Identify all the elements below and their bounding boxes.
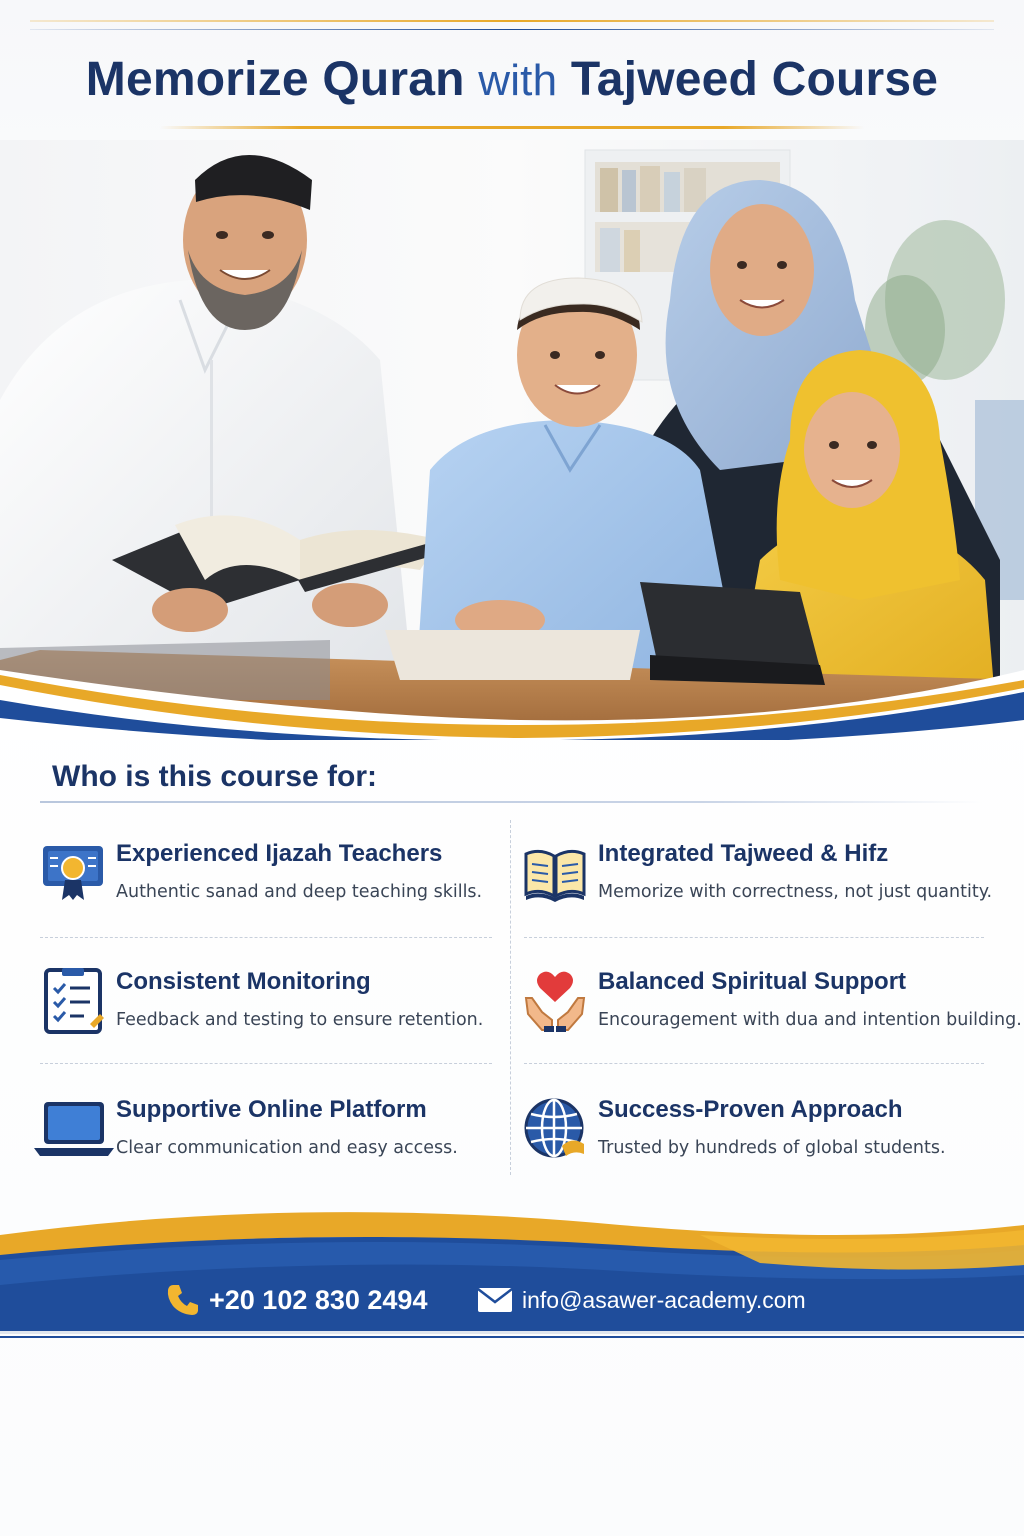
checklist-clipboard-icon [40, 968, 106, 1034]
laptop-icon [34, 1096, 100, 1162]
heart-hands-icon [522, 968, 588, 1034]
contact-phone[interactable] [165, 1280, 427, 1320]
title-part-2: Tajweed Course [570, 53, 939, 106]
section-rule [40, 801, 984, 803]
feature-item [522, 968, 1022, 1068]
feature-item [522, 1096, 992, 1196]
globe-icon [522, 1096, 588, 1162]
phone-number: +20 102 830 2494 [209, 1284, 428, 1315]
feature-item [40, 968, 510, 1068]
feature-title: Supportive Online Platform [116, 1096, 427, 1123]
title-part-1: Memorize Quran [85, 53, 465, 106]
feature-title: Integrated Tajweed & Hifz [598, 840, 889, 867]
page-title [0, 52, 1024, 107]
top-gold-rule [30, 20, 994, 22]
feature-item [522, 840, 992, 940]
family-photo [0, 140, 1024, 740]
feature-description: Clear communication and easy access. [116, 1138, 458, 1158]
feature-title: Balanced Spiritual Support [598, 968, 907, 995]
phone-icon [165, 1282, 201, 1318]
title-underline [160, 126, 864, 129]
feature-description: Memorize with correctness, not just quantity. [598, 882, 993, 902]
feature-description: Trusted by hundreds of global students. [598, 1138, 946, 1158]
family-illustration [0, 140, 1024, 740]
open-book-icon [522, 840, 588, 906]
certificate-ribbon-icon [40, 840, 106, 906]
feature-description: Encouragement with dua and intention building. [598, 1010, 1022, 1030]
feature-title: Success-Proven Approach [598, 1096, 903, 1123]
feature-description: Feedback and testing to ensure retention. [116, 1010, 484, 1030]
feature-description: Authentic sanad and deep teaching skills. [116, 882, 483, 902]
column-divider [510, 820, 511, 1175]
feature-title: Experienced Ijazah Teachers [116, 840, 443, 867]
top-blue-rule [30, 29, 994, 30]
title-with: with [478, 56, 558, 105]
section-title: Who is this course for: [52, 760, 378, 793]
feature-title: Consistent Monitoring [116, 968, 371, 995]
feature-item [34, 1096, 504, 1196]
email-address: info@asawer-academy.com [522, 1286, 806, 1313]
footer-band [0, 1205, 1024, 1345]
feature-item [40, 840, 510, 940]
envelope-icon [476, 1286, 514, 1314]
contact-email[interactable] [476, 1280, 806, 1320]
